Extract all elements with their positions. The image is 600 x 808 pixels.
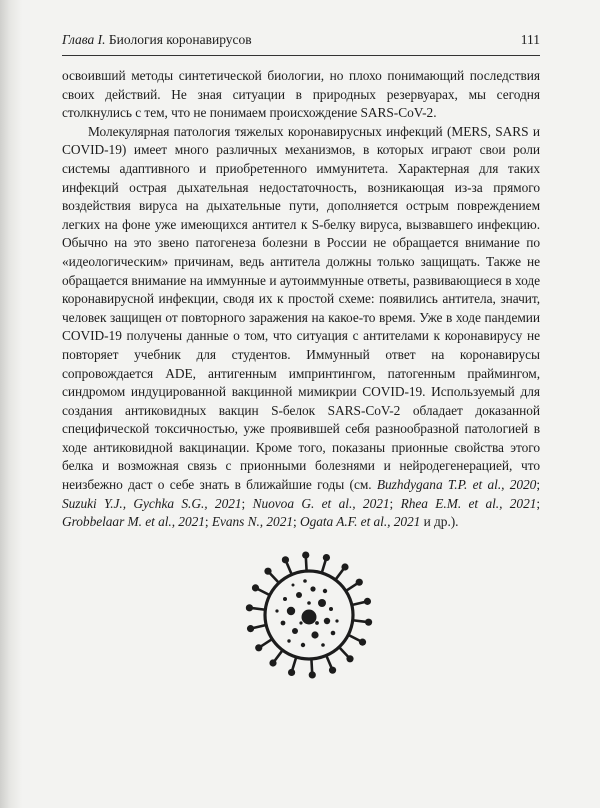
body-text xyxy=(62,67,540,532)
virus-spike-head xyxy=(365,619,372,626)
virus-spike-head xyxy=(309,671,316,678)
paragraph-2: Молекулярная патология тяжелых коронавирусных инфекций (MERS, SARS и COVID-19) имеет много различных механизмов, в которых играют свои роли системы адаптивного и приобретенного иммунитета. Характерная для таких инфекций острая дыхательная недостаточность, возникающая из-за прямого воздействия вируса на дыхательные пути, дополняется острым повреждением легких на фоне уже имеющихся антител к S-белку вируса, вызвавшего инфекцию. Обычно на это звено патогенеза болезни в России не обращается внимание по «идеологическим» причинам, ведь антитела должны только защищать. Также не обращается внимание на иммунные и аутоиммунные ответы, развивающиеся в ходе коронавирусной инфекции, сводя их к простой схеме: появились антитела, значит, человек защищен от повторного заражения на какое-то время. Уже в ходе пандемии COVID-19 получены данные о том, что ситуация с антителами к коронавирусу не повторяет учебник для студентов. Иммунный ответ на коронавирусы сопровождается ADE, антигенным импринтингом, патогенным праймингом, синдромом индуцированной вакцинной мимикрии COVID-19. Используемый для создания антиковидных вакцин S-белок SARS-CoV-2 обладает доказанной специфической токсичностью, уже проявившей себя разнообразной патологией в ходе антиковидной вакцинации. Кроме того, показаны прионные свойства этого белка и возможная связь с прионными болезнями и нейродегенерацией, что неизбежно даст о себе знать в ближайшие годы (см. Buzhdygana T.P. et al., 2020; Suzuki Y.J., Gychka S.G., 2021; Nuovoa G. et al., 2021; Rhea E.M. et al., 2021; Grobbelaar M. et al., 2021; Evans N., 2021; Ogata A.F. et al., 2021 и др.). xyxy=(62,123,541,530)
virus-spike-head xyxy=(252,584,259,591)
virus-spike-head xyxy=(288,669,295,676)
paragraph-1: освоивший методы синтетической биологии, но плохо понимающий последствия своих действий. Не зная ситуации в природных резервуарах, мы сегодня столкнулись с тем, что не понимаем происхождение SARS-CoV-2. xyxy=(62,68,540,121)
chapter-title: Биология коронавирусов xyxy=(108,32,252,47)
virus-spike-head xyxy=(247,625,254,632)
chapter-label: Глава I. xyxy=(62,32,106,47)
coronavirus-icon xyxy=(243,549,375,681)
reference: Rhea E.M. et al., 2021 xyxy=(400,495,537,511)
page-edge-shadow xyxy=(0,0,22,808)
virus-spike-head xyxy=(255,644,262,651)
virus-spike-head xyxy=(364,598,371,605)
reference: Evans N., 2021 xyxy=(211,514,293,530)
virus-spike-head xyxy=(359,639,366,646)
page-number: 111 xyxy=(520,32,540,47)
virus-spike-head xyxy=(269,659,276,666)
paragraph-2-ending: и др.). xyxy=(420,514,459,530)
reference: Buzhdygana T.P. et al., 2020 xyxy=(376,477,537,493)
virus-spike-head xyxy=(341,563,348,570)
virus-spike-head xyxy=(356,579,363,586)
header-rule xyxy=(62,55,540,56)
paragraph-2-text: Молекулярная патология тяжелых коронавирусных инфекций (MERS, SARS и COVID-19) имеет много различных механизмов, в которых играют свои роли системы адаптивного и приобретенного иммунитета. Характерная для таких инфекций острая дыхательная недостаточность, возникающая из-за прямого воздействия вируса на дыхательные пути, дополняется острым повреждением легких на фоне уже имеющихся антител к S-белку вируса, вызвавшего инфекцию. Обычно на это звено патогенеза болезни в России не обращается внимание по «идеологическим» причинам, ведь антитела должны только защищать. Также не обращается внимание на иммунные и аутоиммунные ответы, развивающиеся в ходе коронавирусной инфекции, сводя их к простой схеме: появились антитела, значит, человек защищен от повторного заражения на какое-то время. Уже в ходе пандемии COVID-19 получены данные о том, что ситуация с антителами к коронавирусу не повторяет учебник для студентов. Иммунный ответ на коронавирусы сопровождается ADE, антигенным импринтингом, патогенным праймингом, синдромом индуцированной вакцинной мимикрии COVID-19. Используемый для создания антиковидных вакцин S-белок SARS-CoV-2 обладает доказанной специфической токсичностью, уже проявившей себя разнообразной патологией в ходе антиковидной вакцинации. Кроме того, показаны прионные свойства этого белка и возможная связь с прионными болезнями и нейродегенерацией, что неизбежно даст о себе знать в ближайшие годы (см. xyxy=(62,123,540,493)
virus-spike-head xyxy=(264,568,271,575)
reference: Ogata A.F. et al., 2021 xyxy=(299,514,421,530)
reference: Grobbelaar M. et al., 2021 xyxy=(62,514,205,530)
virus-spike-head xyxy=(323,554,330,561)
virus-spike-head xyxy=(302,551,309,558)
virus-spike-head xyxy=(329,667,336,674)
reference: Nuovoa G. et al., 2021 xyxy=(252,495,390,511)
running-header xyxy=(62,30,540,50)
reference: Suzuki Y.J., Gychka S.G., 2021 xyxy=(62,495,242,511)
virus-spike-head xyxy=(246,604,253,611)
virus-spike-head xyxy=(346,655,353,662)
virus-spike-head xyxy=(282,556,289,563)
running-header-title xyxy=(62,30,252,50)
